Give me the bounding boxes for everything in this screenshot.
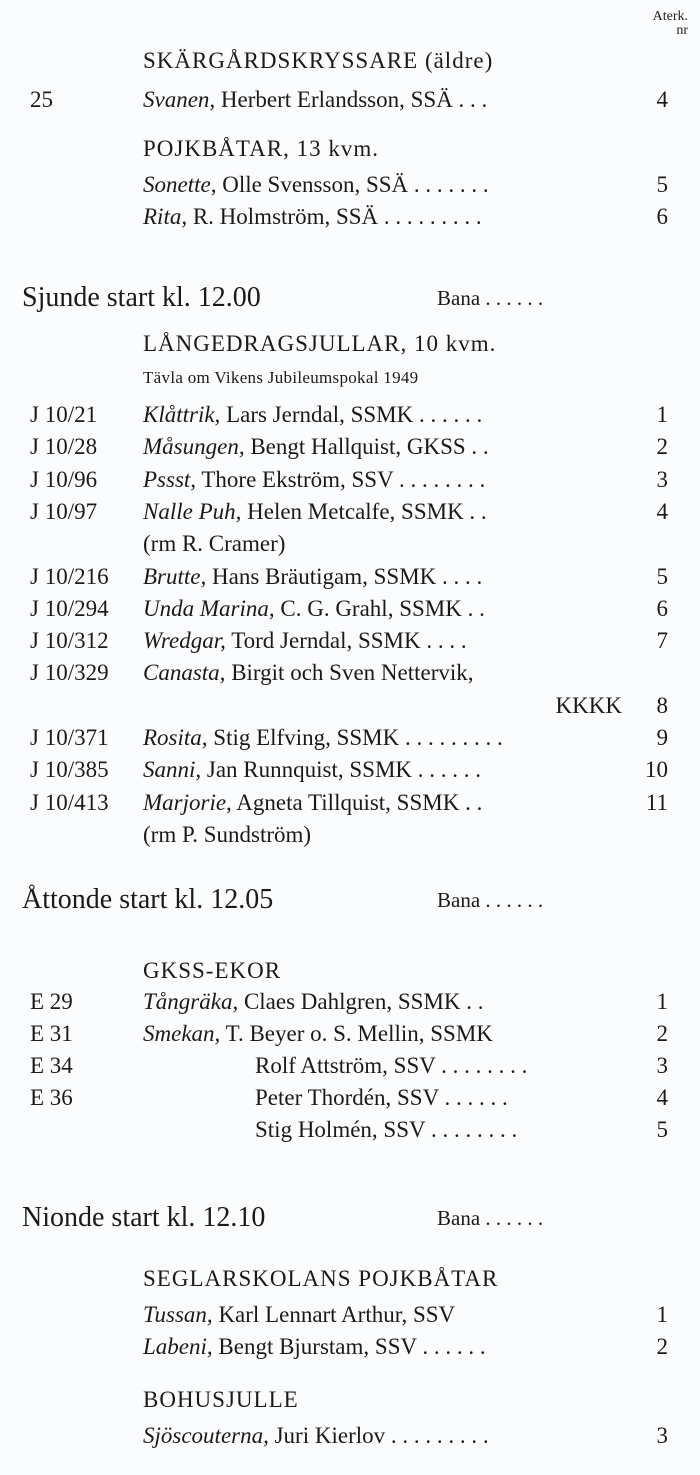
return-number: 4 [656, 1085, 668, 1110]
return-number: 6 [656, 595, 668, 621]
return-number: 1 [656, 989, 668, 1014]
entry-row [0, 1051, 700, 1081]
boat-name: Labeni, [143, 1334, 213, 1359]
boat-name: Sanni, [143, 757, 202, 783]
class-title-bohusjulle: BOHUSJULLE [143, 1387, 299, 1412]
owner-club: (rm R. Cramer) [143, 531, 286, 557]
boat-name: Pssst, [143, 466, 197, 492]
boat-name: Canasta, [143, 660, 226, 686]
return-number: 1 [656, 1302, 668, 1327]
return-number: 6 [656, 204, 668, 229]
sail-number: J 10/21 [30, 402, 98, 427]
entry-row [0, 658, 700, 688]
class-title-seglarskolan: SEGLARSKOLANS POJKBÅTAR [143, 1266, 499, 1291]
owner-club: Thore Ekström, SSV . . . . . . . . [196, 466, 486, 492]
owner-club: Tord Jerndal, SSMK . . . . [225, 628, 467, 654]
entry-text [143, 465, 485, 495]
entry-text [143, 1332, 486, 1362]
owner-club: Hans Bräutigam, SSMK . . . . [206, 563, 483, 589]
return-number: 3 [656, 1053, 668, 1078]
entry-row [0, 497, 700, 527]
sail-number: J 10/28 [30, 434, 98, 460]
sail-number: 25 [30, 87, 53, 112]
sail-number: E 31 [30, 1021, 73, 1046]
entry-text [255, 1115, 517, 1145]
return-number: 5 [656, 563, 668, 589]
return-number: 9 [656, 725, 668, 750]
boat-name: Klåttrik, [143, 402, 221, 427]
owner-club: Bengt Bjurstam, SSV . . . . . . [212, 1334, 486, 1359]
entry-row [0, 1115, 700, 1145]
boat-name: Svanen, [143, 87, 216, 112]
boat-name: Tussan, [143, 1302, 213, 1327]
entry-text [143, 658, 474, 688]
owner-club: Jan Runnquist, SSMK . . . . . . [201, 757, 482, 783]
sail-number: J 10/216 [30, 563, 109, 589]
entry-text [143, 820, 311, 850]
entry-row [0, 1300, 700, 1330]
owner-club: T. Beyer o. S. Mellin, SSMK [220, 1021, 493, 1046]
sail-number: J 10/96 [30, 466, 98, 492]
sail-number: J 10/385 [30, 757, 109, 783]
entry-text [143, 788, 482, 818]
class-title-pojkbatar: POJKBÅTAR, 13 kvm. [143, 136, 379, 161]
sail-number: J 10/329 [30, 660, 109, 686]
return-number: 4 [656, 87, 668, 112]
sail-number: E 34 [30, 1053, 73, 1078]
boat-name: Marjorie, [143, 789, 232, 815]
sail-number: J 10/294 [30, 595, 109, 621]
start-heading-sjunde [22, 282, 544, 314]
boat-name: Måsungen, [143, 434, 245, 460]
owner-club: (rm P. Sundström) [143, 821, 312, 847]
owner-club: Juri Kierlov . . . . . . . . . [268, 1423, 489, 1448]
boat-name: Rosita, [143, 725, 208, 750]
return-number: 10 [645, 757, 668, 783]
sail-number: J 10/413 [30, 789, 109, 815]
entry-text [143, 626, 467, 656]
class-title-gkss-ekor: GKSS-EKOR [143, 958, 282, 983]
owner-club: Birgit och Sven Nettervik, [225, 660, 474, 686]
entry-row [0, 202, 700, 232]
entry-text [143, 987, 484, 1017]
class-subtitle-langedrag: Tävla om Vikens Jubileumspokal 1949 [143, 368, 419, 387]
entry-text [143, 1019, 493, 1049]
entry-text [143, 85, 487, 115]
column-header-line2: nr [676, 23, 688, 38]
return-number: 4 [656, 498, 668, 524]
entry-row [0, 529, 700, 559]
return-number: 8 [656, 692, 668, 718]
entry-text [143, 755, 481, 785]
boat-name: Sjöscouterna, [143, 1423, 269, 1448]
owner-club: Peter Thordén, SSV . . . . . . [255, 1085, 508, 1110]
owner-club: Helen Metcalfe, SSMK . . [241, 498, 487, 524]
course-label-nionde: Bana . . . . . . [437, 1206, 544, 1230]
owner-club: Olle Svensson, SSÄ . . . . . . . [216, 172, 489, 197]
entry-row [0, 594, 700, 624]
entry-text [143, 400, 482, 430]
start-time-nionde: Nionde start kl. 12.10 [22, 1202, 266, 1233]
entry-text [143, 432, 489, 462]
return-number: 3 [656, 466, 668, 492]
entry-row [0, 400, 700, 430]
column-header-nr [653, 10, 688, 38]
sail-number: J 10/371 [30, 725, 109, 750]
owner-club: C. G. Grahl, SSMK . . [274, 595, 485, 621]
owner-club: Agneta Tillquist, SSMK . . [231, 789, 483, 815]
start-time-sjunde: Sjunde start kl. 12.00 [22, 282, 261, 313]
entry-text [143, 1300, 455, 1330]
return-number: 1 [656, 402, 668, 427]
column-header-line1: Aterk. [652, 9, 688, 24]
start-heading-nionde [22, 1202, 544, 1234]
return-number: 7 [656, 628, 668, 654]
owner-club: Lars Jerndal, SSMK . . . . . . [220, 402, 483, 427]
entry-text [143, 1421, 489, 1451]
entry-row [0, 465, 700, 495]
entry-text [143, 202, 482, 232]
owner-club: Stig Holmén, SSV . . . . . . . . [255, 1117, 518, 1142]
entry-row [0, 1332, 700, 1362]
return-number: 2 [656, 1021, 668, 1046]
sail-number: J 10/97 [30, 498, 98, 524]
boat-name: Tångräka, [143, 989, 239, 1014]
entry-text [143, 723, 503, 753]
entry-row [0, 562, 700, 592]
owner-club: R. Holmström, SSÄ . . . . . . . . . [187, 204, 482, 229]
entry-text [255, 1051, 527, 1081]
entry-row [0, 723, 700, 753]
return-number: 11 [645, 789, 668, 815]
entry-row [0, 170, 700, 200]
return-number: 3 [656, 1423, 668, 1448]
entry-row [0, 820, 700, 850]
boat-name: Smekan, [143, 1021, 221, 1046]
class-title-skargard: SKÄRGÅRDSKRYSSARE (äldre) [143, 48, 494, 73]
owner-club: Herbert Erlandsson, SSÄ . . . [215, 87, 488, 112]
entry-row [0, 987, 700, 1017]
boat-name: Nalle Puh, [143, 498, 242, 524]
boat-name: Sonette, [143, 172, 217, 197]
entry-text [143, 594, 485, 624]
entry-text [255, 1083, 508, 1113]
return-number: 2 [656, 1334, 668, 1359]
course-label-sjunde: Bana . . . . . . [437, 286, 544, 310]
entry-text [143, 529, 285, 559]
boat-name: Rita, [143, 204, 188, 229]
start-time-attonde: Åttonde start kl. 12.05 [22, 884, 274, 915]
sail-number: J 10/312 [30, 628, 109, 654]
class-title-langedrag: LÅNGEDRAGSJULLAR, 10 kvm. [143, 331, 497, 356]
course-label-attonde: Bana . . . . . . [437, 888, 544, 912]
return-number: 5 [656, 172, 668, 197]
owner-club: Karl Lennart Arthur, SSV [212, 1302, 456, 1327]
entry-text [143, 562, 482, 592]
sail-number: E 29 [30, 989, 73, 1014]
entry-row [0, 1421, 700, 1451]
entry-row [0, 788, 700, 818]
owner-club: Rolf Attström, SSV . . . . . . . . [255, 1053, 528, 1078]
start-heading-attonde [22, 884, 544, 916]
return-number: 5 [656, 1117, 668, 1142]
entry-row [0, 1019, 700, 1049]
club-continuation: KKKK [555, 692, 622, 718]
boat-name: Unda Marina, [143, 595, 275, 621]
owner-club: Bengt Hallquist, GKSS . . [244, 434, 489, 460]
entry-row [0, 432, 700, 462]
return-number: 2 [656, 434, 668, 460]
sail-number: E 36 [30, 1085, 73, 1110]
entry-text [143, 497, 487, 527]
boat-name: Brutte, [143, 563, 207, 589]
entry-text [143, 170, 489, 200]
boat-name: Wredgar, [143, 628, 226, 654]
entry-row [0, 691, 700, 721]
entry-row [0, 626, 700, 656]
entry-row [0, 1083, 700, 1113]
entry-row [0, 755, 700, 785]
entry-row [0, 85, 700, 115]
owner-club: Claes Dahlgren, SSMK . . [238, 989, 484, 1014]
owner-club: Stig Elfving, SSMK . . . . . . . . . [207, 725, 503, 750]
